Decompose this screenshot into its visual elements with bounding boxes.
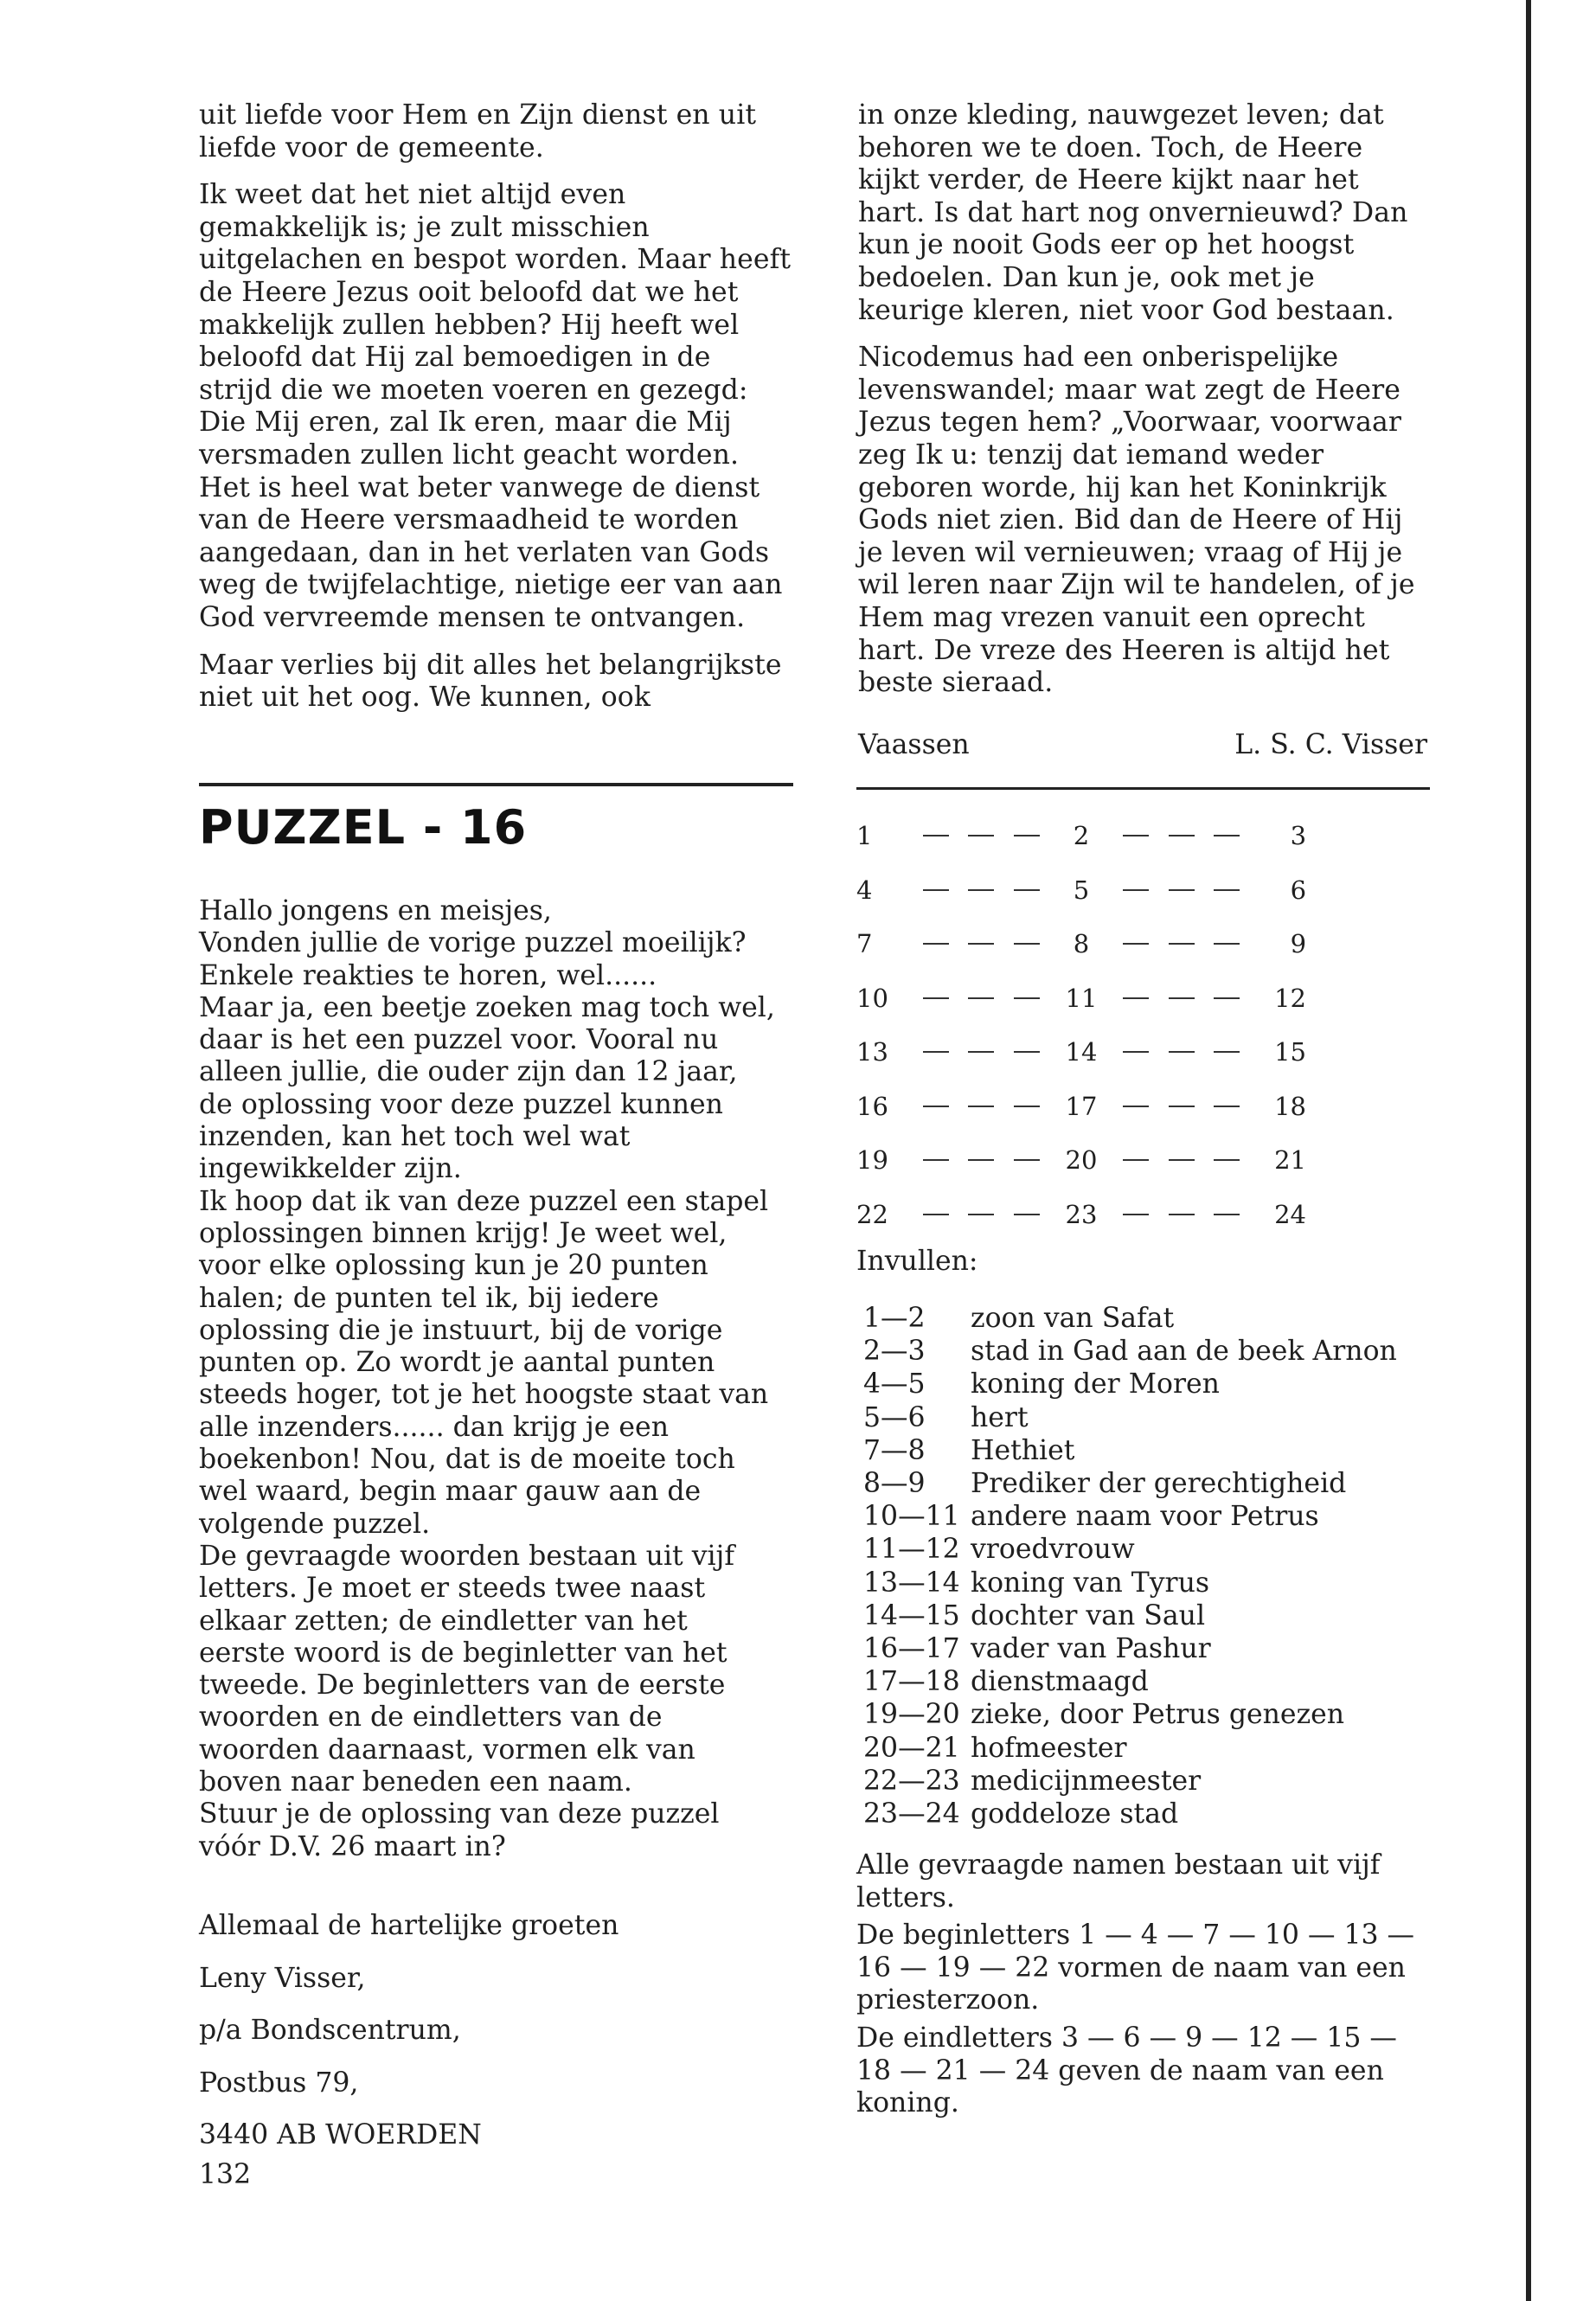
letter-blank [923,835,949,836]
clue-item [856,1567,1397,1599]
fill-in-label: Invullen: [856,1246,978,1277]
clue-number: 4—5 [863,1368,926,1400]
grid-number: 5 [1073,875,1090,905]
letter-blank [1169,997,1195,999]
grid-number: 2 [1073,821,1090,851]
clue-text: stad in Gad aan de beek Arnon [971,1336,1397,1368]
letter-blanks[interactable] [1106,997,1257,999]
section-divider [199,783,793,786]
clue-number: 19—20 [863,1699,960,1731]
letter-blank [1123,1051,1149,1053]
clue-text: Prediker der gerechtigheid [971,1468,1347,1500]
clue-number: 16—17 [863,1633,960,1665]
grid-number: 17 [1065,1091,1098,1121]
article-paragraph: Ik weet dat het niet altijd even gemakkelijk is; je zult misschien uitgelachen en bespot worden. Maar heeft de Heere Jezus ooit beloofd dat we het makkelijk zullen hebben? Hij heeft wel beloofd dat Hij zal bemoedigen in de strijd die we moeten voeren en gezegd: Die Mij eren, zal Ik eren, maar die Mij versmaden zullen licht geacht worden. Het is heel wat beter vanwege de dienst van de Heere versmaadheid te worden aangedaan, dan in het verlaten van Gods weg de twijfelachtige, nietige eer van aan God vervreemde mensen te ontvangen. [199,179,792,633]
letter-blank [968,1214,994,1215]
letter-blanks[interactable] [907,1106,1057,1107]
clue-number: 11—12 [863,1534,960,1566]
clue-item [856,1698,1397,1731]
article-paragraph: uit liefde voor Hem en Zijn dienst en uit liefde voor de gemeente. [199,99,757,163]
clue-number: 14—15 [863,1599,960,1631]
letter-blank [1214,997,1240,999]
grid-number: 16 [856,1091,888,1121]
letter-blank [1014,1106,1040,1107]
section-divider [856,787,1430,790]
puzzle-note: De eindletters 3 — 6 — 9 — 12 — 15 — 18 — 21 — 24 geven de naam van een koning. [856,2022,1397,2119]
letter-blank [923,889,949,891]
letter-blank [1014,1051,1040,1053]
page-number: 132 [199,2159,252,2190]
letter-blank [968,835,994,836]
clue-text: dienstmaagd [971,1666,1149,1698]
clue-item [856,1302,1397,1335]
letter-blank [968,1051,994,1053]
article-paragraph: Maar verlies bij dit alles het belangrijkste niet uit het oog. We kunnen, ook [199,649,782,714]
letter-blank [1169,1106,1195,1107]
grid-number: 13 [856,1037,888,1067]
clue-text: vroedvrouw [971,1534,1135,1566]
letter-blank [923,997,949,999]
letter-blank [1014,1159,1040,1161]
clue-item [856,1533,1397,1566]
grid-row [856,1080,1306,1134]
signature-place: Vaassen [858,729,970,760]
grid-number: 22 [856,1199,888,1229]
letter-blank [1169,1159,1195,1161]
grid-number: 21 [1274,1145,1307,1176]
letter-blank [1214,943,1240,945]
clue-item [856,1665,1397,1698]
clue-text: hert [971,1401,1029,1433]
intro-line: Hallo jongens en meisjes, [199,895,552,926]
grid-row [856,863,1306,918]
letter-blank [1123,1214,1149,1215]
letter-blank [923,1159,949,1161]
letter-blank [1014,835,1040,836]
intro-line: Ik hoop dat ik van deze puzzel een stapel oplossingen binnen krijg! Je weet wel, voor elke oplossing kun je 20 punten halen; de punten tel ik, bij iedere oplossing die je instuurt, bij de vorige punten op. Zo wordt je aantal punten steeds hoger, tot je het hoogste staat van alle inzenders...... dan krijg je een boekenbon! Nou, dat is de moeite toch wel waard, begin maar gauw aan de volgende puzzel. [199,1185,769,1540]
letter-blank [1014,1214,1040,1215]
clue-number: 23—24 [863,1798,960,1830]
clue-item [856,1500,1397,1533]
puzzle-title: PUZZEL - 16 [199,800,528,855]
clue-item [856,1401,1397,1434]
letter-blank [1214,1051,1240,1053]
letter-blank [1169,889,1195,891]
clue-number: 13—14 [863,1567,960,1599]
letter-blank [923,943,949,945]
closing-city: 3440 AB WOERDEN [199,2119,482,2151]
grid-number: 4 [856,875,873,905]
letter-blanks[interactable] [907,1051,1057,1053]
puzzle-note: Alle gevraagde namen bestaan uit vijf letters. [856,1849,1381,1913]
letter-blank [968,943,994,945]
letter-blanks[interactable] [907,889,1057,891]
clue-item [856,1599,1397,1632]
letter-blank [1214,1106,1240,1107]
letter-blank [968,889,994,891]
grid-number: 7 [856,929,873,959]
clue-text: koning van Tyrus [971,1567,1210,1599]
letter-blanks[interactable] [907,835,1057,836]
page-edge-bar [1526,0,1531,2301]
letter-blank [1169,1051,1195,1053]
grid-number: 15 [1274,1037,1307,1067]
clue-number: 1—2 [863,1303,926,1334]
closing-greeting: Allemaal de hartelijke groeten [199,1910,619,1941]
letter-blank [1214,1214,1240,1215]
letter-blanks[interactable] [1106,835,1257,836]
letter-blanks[interactable] [1106,889,1257,891]
letter-blank [1123,1106,1149,1107]
clue-item [856,1732,1397,1765]
letter-blank [1214,1159,1240,1161]
clue-item [856,1368,1397,1400]
closing-org: p/a Bondscentrum, [199,2015,461,2047]
signature-author: L. S. C. Visser [1234,729,1427,760]
letter-blank [1214,889,1240,891]
clue-item [856,1467,1397,1500]
clue-item [856,1765,1397,1798]
clue-number: 10—11 [863,1501,960,1533]
letter-blank [968,1159,994,1161]
puzzle-grid [856,809,1306,1241]
closing-postbus: Postbus 79, [199,2067,359,2099]
letter-blank [1169,835,1195,836]
grid-number: 1 [856,821,873,851]
clue-item [856,1632,1397,1665]
letter-blanks[interactable] [1106,1106,1257,1107]
grid-number: 18 [1274,1091,1307,1121]
closing-name: Leny Visser, [199,1962,366,1994]
grid-row [856,809,1306,863]
grid-number: 12 [1274,983,1307,1013]
grid-number: 10 [856,983,888,1013]
letter-blank [1123,997,1149,999]
clue-text: zoon van Safat [971,1303,1175,1334]
clue-text: Hethiet [971,1434,1075,1466]
letter-blanks[interactable] [907,1214,1057,1215]
grid-row [856,1025,1306,1080]
grid-number: 19 [856,1145,888,1176]
intro-line: Enkele reakties te horen, wel...... [199,959,657,991]
letter-blank [1123,835,1149,836]
clue-text: medicijnmeester [971,1765,1202,1797]
letter-blanks[interactable] [1106,1214,1257,1215]
clue-number: 20—21 [863,1732,960,1764]
grid-number: 8 [1073,929,1090,959]
letter-blank [968,1106,994,1107]
grid-number: 23 [1065,1199,1098,1229]
intro-line: Maar ja, een beetje zoeken mag toch wel, daar is het een puzzel voor. Vooral nu alleen jullie, die ouder zijn dan 12 jaar, de oplossing voor deze puzzel kunnen inzenden, kan het toch wel wat ingewikkelder zijn. [199,991,775,1185]
grid-number: 6 [1290,875,1307,905]
clue-text: vader van Pashur [971,1633,1211,1665]
letter-blank [1014,943,1040,945]
article-signature [858,729,1427,760]
clue-item [856,1335,1397,1368]
clue-list [856,1302,1397,1830]
letter-blank [1214,835,1240,836]
grid-row [856,1188,1306,1242]
article-paragraph: Nicodemus had een onberispelijke levenswandel; maar wat zegt de Heere Jezus tegen hem? „Voorwaar, voorwaar zeg Ik u: tenzij dat iemand weder geboren worde, hij kan het Koninkrijk Gods niet zien. Bid dan de Heere of Hij je leven wil vernieuwen; vraag of Hij je wil leren naar Zijn wil te handelen, of je Hem mag vrezen vanuit een oprecht hart. De vreze des Heeren is altijd het beste sieraad. [858,342,1415,699]
clue-text: zieke, door Petrus genezen [971,1699,1345,1731]
clue-text: koning der Moren [971,1368,1220,1400]
letter-blank [1014,997,1040,999]
letter-blank [1123,889,1149,891]
intro-line: Vonden jullie de vorige puzzel moeilijk? [199,927,747,959]
grid-row [856,971,1306,1026]
letter-blanks[interactable] [1106,1051,1257,1053]
clue-text: hofmeester [971,1732,1127,1764]
letter-blanks[interactable] [1106,943,1257,945]
letter-blank [923,1106,949,1107]
grid-number: 20 [1065,1145,1098,1176]
clue-item [856,1434,1397,1467]
letter-blank [1123,943,1149,945]
letter-blank [1014,889,1040,891]
clue-number: 7—8 [863,1434,926,1466]
letter-blank [1123,1159,1149,1161]
article-left-column [199,99,792,715]
intro-line: De gevraagde woorden bestaan uit vijf letters. Je moet er steeds twee naast elkaar zetten; de eindletter van het eerste woord is de beginletter van het tweede. De beginletters van de eerste woorden en de eindletters van de woorden daarnaast, vormen elk van boven naar beneden een naam. [199,1540,734,1798]
puzzle-note: De beginletters 1 — 4 — 7 — 10 — 13 — 16 — 19 — 22 vormen de naam van een priesterzoon. [856,1920,1415,2016]
letter-blanks[interactable] [907,997,1057,999]
letter-blank [1169,1214,1195,1215]
clue-number: 8—9 [863,1468,926,1500]
puzzle-intro [199,895,779,1863]
grid-row [856,1133,1306,1188]
grid-number: 3 [1290,821,1307,851]
puzzle-notes [856,1849,1432,2125]
letter-blank [923,1214,949,1215]
clue-number: 17—18 [863,1666,960,1698]
grid-number: 9 [1290,929,1307,959]
puzzle-closing [199,1910,619,2172]
letter-blanks[interactable] [907,1159,1057,1161]
letter-blank [968,997,994,999]
clue-number: 5—6 [863,1401,926,1433]
grid-number: 14 [1065,1037,1098,1067]
letter-blank [1169,943,1195,945]
article-right-column [858,99,1429,700]
grid-number: 11 [1065,983,1098,1013]
letter-blanks[interactable] [907,943,1057,945]
article-paragraph: in onze kleding, nauwgezet leven; dat behoren we te doen. Toch, de Heere kijkt verder, de Heere kijkt naar het hart. Is dat hart nog onvernieuwd? Dan kun je nooit Gods eer op het hoogst bedoelen. Dan kun je, ook met je keurige kleren, niet voor God bestaan. [858,99,1408,326]
clue-text: dochter van Saul [971,1599,1206,1631]
clue-number: 2—3 [863,1336,926,1368]
grid-number: 24 [1274,1199,1307,1229]
clue-text: goddeloze stad [971,1798,1179,1830]
grid-row [856,917,1306,971]
intro-line: Stuur je de oplossing van deze puzzel vóór D.V. 26 maart in? [199,1798,720,1862]
letter-blanks[interactable] [1106,1159,1257,1161]
letter-blank [923,1051,949,1053]
clue-item [856,1798,1397,1830]
clue-text: andere naam voor Petrus [971,1501,1319,1533]
clue-number: 22—23 [863,1765,960,1797]
